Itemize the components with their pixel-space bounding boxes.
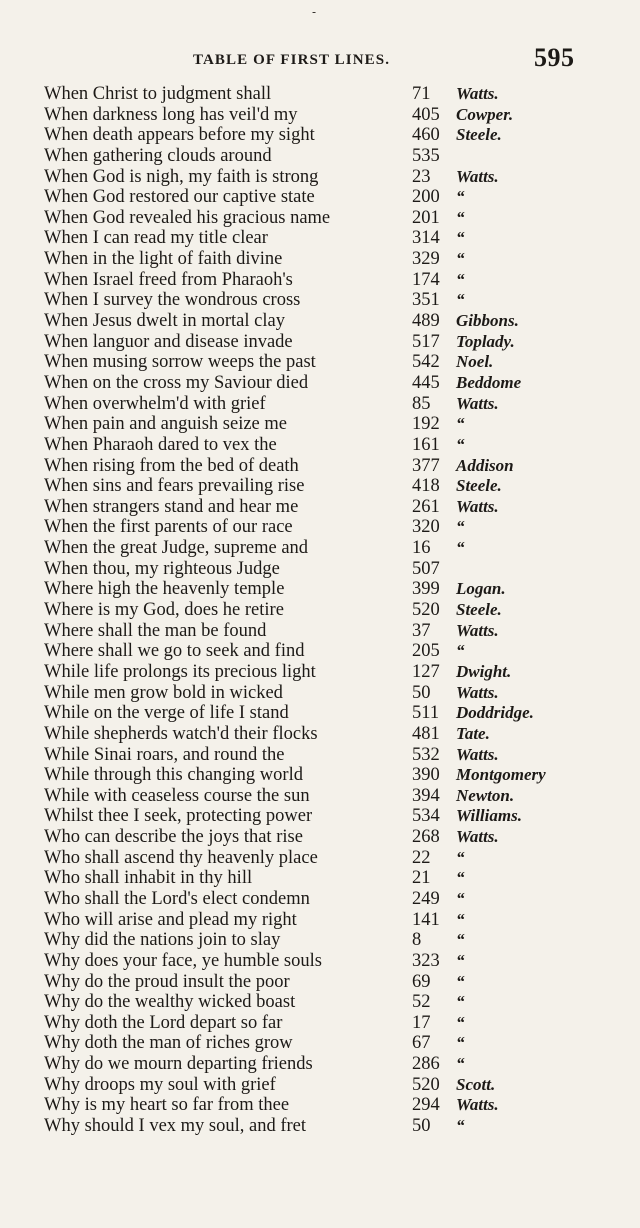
hymn-number: 50 (412, 682, 431, 703)
first-line-text: When thou, my righteous Judge (44, 558, 280, 579)
author-name: Watts. (456, 827, 499, 847)
hymn-number: 22 (412, 847, 431, 868)
first-line-text: When strangers stand and hear me (44, 496, 299, 517)
hymn-number: 320 (412, 517, 440, 538)
first-line-text: When pain and anguish seize me (44, 414, 287, 435)
first-line-text: Where shall we go to seek and find (44, 641, 305, 662)
hymn-number: 507 (412, 558, 440, 579)
author-name: “ (456, 1012, 465, 1032)
hymn-number: 17 (412, 1012, 431, 1033)
hymn-number: 511 (412, 703, 440, 724)
first-line-text: Where is my God, does he retire (44, 600, 284, 621)
author-name: Logan. (456, 579, 506, 599)
table-row (44, 105, 634, 126)
author-name: “ (456, 290, 465, 310)
hymn-number: 8 (412, 930, 422, 951)
first-line-text: When darkness long has veil'd my (44, 104, 298, 125)
table-row (44, 414, 634, 435)
author-name: “ (456, 868, 465, 888)
hymn-number: 127 (412, 661, 440, 682)
table-row (44, 517, 634, 538)
author-name: Watts. (456, 744, 499, 764)
author-name: Steele. (456, 600, 502, 620)
hymn-number: 405 (412, 104, 440, 125)
table-row (44, 600, 634, 621)
page-header (0, 43, 640, 76)
first-line-text: When God revealed his gracious name (44, 207, 331, 228)
hymn-number: 205 (412, 641, 440, 662)
first-line-text: While Sinai roars, and round the (44, 744, 285, 765)
first-line-text: Who shall the Lord's elect condemn (44, 888, 310, 909)
first-line-text: When on the cross my Saviour died (44, 372, 309, 393)
table-row (44, 827, 634, 848)
table-row (44, 352, 634, 373)
author-name: Montgomery (456, 765, 546, 785)
table-row (44, 249, 634, 270)
author-name: “ (456, 249, 465, 269)
author-name: Gibbons. (456, 311, 519, 331)
hymn-number: 323 (412, 950, 440, 971)
author-name: “ (456, 950, 465, 970)
table-row (44, 84, 634, 105)
table-row (44, 724, 634, 745)
author-name: Watts. (456, 393, 499, 413)
author-name: Watts. (456, 84, 499, 103)
table-row (44, 1013, 634, 1034)
hymn-number: 390 (412, 765, 440, 786)
first-line-text: Why do the wealthy wicked boast (44, 992, 296, 1013)
table-row (44, 930, 634, 951)
author-name: “ (456, 992, 465, 1012)
hymn-number: 161 (412, 434, 440, 455)
table-row (44, 228, 634, 249)
first-line-text: When gathering clouds around (44, 145, 272, 166)
table-row (44, 910, 634, 931)
first-line-text: When sins and fears prevailing rise (44, 476, 305, 497)
first-line-text: When God restored our captive state (44, 187, 315, 208)
first-line-text: While life prolongs its precious light (44, 661, 316, 682)
hymn-number: 399 (412, 579, 440, 600)
table-row (44, 167, 634, 188)
table-row (44, 579, 634, 600)
author-name: Watts. (456, 682, 499, 702)
table-row (44, 456, 634, 477)
table-row (44, 394, 634, 415)
hymn-number: 520 (412, 600, 440, 621)
first-line-text: When in the light of faith divine (44, 249, 283, 270)
table-row (44, 972, 634, 993)
author-name: Toplady. (456, 331, 515, 351)
author-name: Beddome (456, 372, 522, 392)
table-row (44, 765, 634, 786)
first-line-text: Why do we mourn departing friends (44, 1054, 313, 1075)
table-row (44, 786, 634, 807)
hymn-number: 445 (412, 372, 440, 393)
author-name: “ (456, 538, 465, 558)
table-row (44, 332, 634, 353)
hymn-number: 268 (412, 827, 440, 848)
first-line-text: Who can describe the joys that rise (44, 827, 303, 848)
first-line-text: When overwhelm'd with grief (44, 393, 266, 414)
table-row (44, 868, 634, 889)
hymn-number: 50 (412, 1116, 431, 1137)
author-name: Steele. (456, 125, 502, 145)
table-row (44, 951, 634, 972)
author-name: Williams. (456, 806, 522, 826)
hymn-number: 534 (412, 806, 440, 827)
hymn-number: 23 (412, 166, 431, 187)
table-row (44, 125, 634, 146)
table-row (44, 373, 634, 394)
first-line-text: When Pharaoh dared to vex the (44, 434, 277, 455)
author-name: Watts. (456, 620, 499, 640)
first-line-text: Why do the proud insult the poor (44, 971, 290, 992)
hymn-number: 249 (412, 888, 440, 909)
table-row (44, 806, 634, 827)
author-name: “ (456, 930, 465, 950)
author-name: “ (456, 1054, 465, 1074)
table-row (44, 311, 634, 332)
author-name: “ (456, 1033, 465, 1053)
hymn-number: 418 (412, 476, 440, 497)
first-line-text: Why doth the Lord depart so far (44, 1012, 283, 1033)
hymn-number: 192 (412, 414, 440, 435)
table-row (44, 1075, 634, 1096)
author-name: “ (456, 1116, 465, 1136)
hymn-number: 294 (412, 1095, 440, 1116)
hymn-number: 174 (412, 269, 440, 290)
author-name: “ (456, 207, 465, 227)
first-line-text: Why droops my soul with grief (44, 1074, 276, 1095)
author-name: “ (456, 909, 465, 929)
first-line-text: Who will arise and plead my right (44, 909, 297, 930)
author-name: Noel. (456, 352, 494, 372)
author-name: Watts. (456, 166, 499, 186)
author-name: Addison (456, 455, 514, 475)
first-line-text: While through this changing world (44, 765, 303, 786)
table-row (44, 621, 634, 642)
hymn-number: 141 (412, 909, 440, 930)
author-name: Dwight. (456, 661, 512, 681)
table-row (44, 476, 634, 497)
hymn-number: 542 (412, 352, 440, 373)
hymn-number: 535 (412, 145, 440, 166)
first-line-text: While shepherds watch'd their flocks (44, 723, 318, 744)
hymn-number: 351 (412, 290, 440, 311)
table-row (44, 992, 634, 1013)
author-name: Scott. (456, 1074, 496, 1094)
table-row (44, 1054, 634, 1075)
author-name: “ (456, 847, 465, 867)
hymn-number: 67 (412, 1033, 431, 1054)
table-row (44, 683, 634, 704)
hymn-number: 286 (412, 1054, 440, 1075)
hymn-number: 520 (412, 1074, 440, 1095)
first-line-text: When languor and disease invade (44, 331, 293, 352)
table-row (44, 538, 634, 559)
first-line-text: When musing sorrow weeps the past (44, 352, 316, 373)
first-lines-table (44, 84, 634, 1137)
hymn-number: 532 (412, 744, 440, 765)
author-name: Newton. (456, 785, 515, 805)
printer-mark: - (312, 5, 317, 19)
author-name: Cowper. (456, 104, 514, 124)
hymn-number: 261 (412, 496, 440, 517)
table-row (44, 435, 634, 456)
first-line-text: Why is my heart so far from thee (44, 1095, 290, 1116)
hymn-number: 69 (412, 971, 431, 992)
first-line-text: While with ceaseless course the sun (44, 785, 310, 806)
first-line-text: Why does your face, ye humble souls (44, 950, 322, 971)
table-row (44, 208, 634, 229)
hymn-number: 16 (412, 538, 431, 559)
author-name: “ (456, 228, 465, 248)
table-row (44, 662, 634, 683)
table-row (44, 497, 634, 518)
table-row (44, 270, 634, 291)
first-line-text: When death appears before my sight (44, 125, 315, 146)
first-line-text: When the great Judge, supreme and (44, 538, 309, 559)
table-row (44, 1033, 634, 1054)
table-row (44, 1116, 634, 1137)
table-row (44, 703, 634, 724)
hymn-number: 71 (412, 84, 431, 104)
first-line-text: When Israel freed from Pharaoh's (44, 269, 293, 290)
first-line-text: When the first parents of our race (44, 517, 293, 538)
author-name: “ (456, 269, 465, 289)
author-name: Watts. (456, 1095, 499, 1115)
hymn-number: 201 (412, 207, 440, 228)
author-name: Doddridge. (456, 703, 534, 723)
author-name: Tate. (456, 723, 490, 743)
author-name: “ (456, 517, 465, 537)
hymn-number: 489 (412, 311, 440, 332)
author-name: “ (456, 414, 465, 434)
first-line-text: When God is nigh, my faith is strong (44, 166, 319, 187)
author-name: “ (456, 434, 465, 454)
hymn-number: 21 (412, 868, 431, 889)
hymn-number: 377 (412, 455, 440, 476)
first-line-text: Why should I vex my soul, and fret (44, 1116, 307, 1137)
hymn-number: 329 (412, 249, 440, 270)
hymn-number: 460 (412, 125, 440, 146)
hymn-number: 200 (412, 187, 440, 208)
author-name: Watts. (456, 496, 499, 516)
first-line-text: When Christ to judgment shall (44, 84, 272, 104)
author-name: “ (456, 187, 465, 207)
first-line-text: Why doth the man of riches grow (44, 1033, 293, 1054)
table-row (44, 187, 634, 208)
first-line-text: Whilst thee I seek, protecting power (44, 806, 313, 827)
table-row (44, 146, 634, 167)
first-line-text: When I can read my title clear (44, 228, 268, 249)
table-row (44, 559, 634, 580)
author-name: Steele. (456, 476, 502, 496)
hymn-number: 37 (412, 620, 431, 641)
first-line-text: Who shall inhabit in thy hill (44, 868, 253, 889)
first-line-text: Who shall ascend thy heavenly place (44, 847, 318, 868)
hymn-number: 52 (412, 992, 431, 1013)
table-row (44, 848, 634, 869)
first-line-text: When I survey the wondrous cross (44, 290, 301, 311)
hymn-number: 314 (412, 228, 440, 249)
table-row (44, 1095, 634, 1116)
table-row (44, 641, 634, 662)
first-line-text: Where shall the man be found (44, 620, 267, 641)
table-row (44, 889, 634, 910)
hymn-number: 481 (412, 723, 440, 744)
table-row (44, 745, 634, 766)
first-line-text: Where high the heavenly temple (44, 579, 285, 600)
table-row (44, 290, 634, 311)
first-line-text: Why did the nations join to slay (44, 930, 281, 951)
first-line-text: When Jesus dwelt in mortal clay (44, 311, 285, 332)
hymn-number: 394 (412, 785, 440, 806)
hymn-number: 517 (412, 331, 440, 352)
first-line-text: When rising from the bed of death (44, 455, 299, 476)
author-name: “ (456, 971, 465, 991)
page-number: 595 (534, 43, 575, 72)
first-line-text: While men grow bold in wicked (44, 682, 283, 703)
hymn-number: 85 (412, 393, 431, 414)
first-line-text: While on the verge of life I stand (44, 703, 289, 724)
author-name: “ (456, 641, 465, 661)
page-title: TABLE OF FIRST LINES. (193, 52, 391, 68)
author-name: “ (456, 888, 465, 908)
